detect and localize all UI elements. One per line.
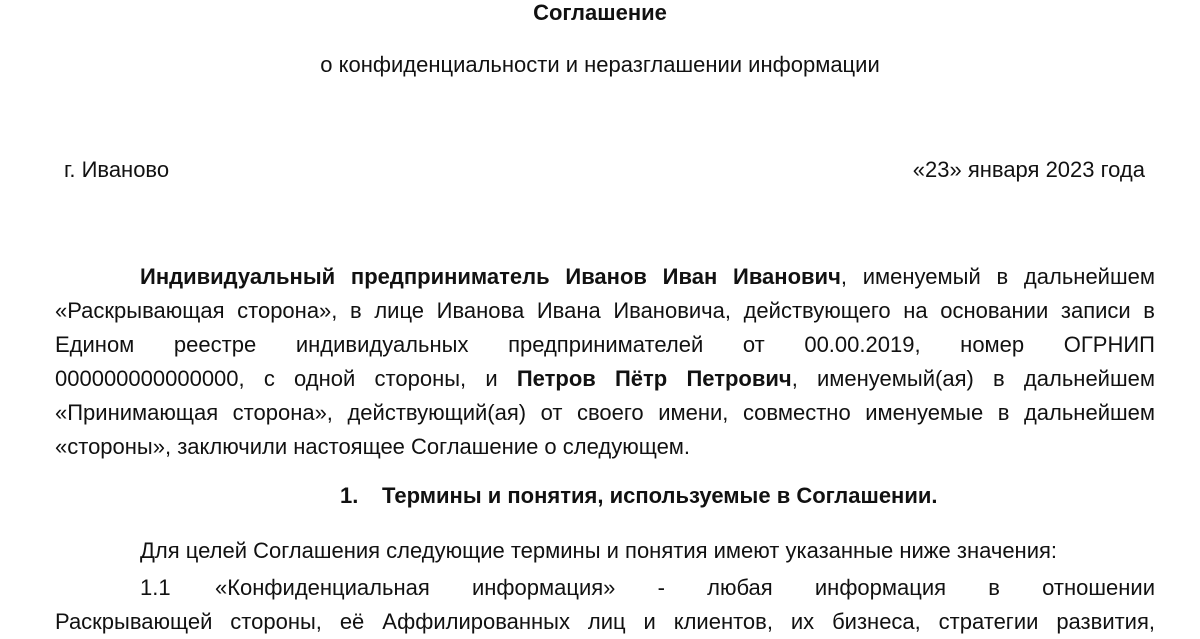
preamble-line-6: «стороны», заключили настоящее Соглашение о следующем. [55, 434, 691, 459]
section-heading [340, 483, 938, 509]
definition-line-2: Раскрывающей стороны, её Аффилированных лиц и клиентов, их бизнеса, стратегии развития, [55, 609, 1155, 634]
definition-text-1: «Конфиденциальная информация» - любая информация в отношении [215, 575, 1155, 600]
section-title: Термины и понятия, используемые в Соглашении. [382, 483, 938, 508]
preamble-line-3: Едином реестре индивидуальных предпринимателей от 00.00.2019, номер ОГРНИП [55, 332, 1155, 357]
definition-number: 1.1 [140, 575, 171, 600]
preamble-line-4-start: 000000000000000, с одной стороны, и [55, 366, 517, 391]
preamble-line-4 [55, 362, 1155, 396]
preamble-line-5: «Принимающая сторона», действующий(ая) от своего имени, совместно именуемые в дальнейшем [55, 400, 1155, 425]
section-number: 1. [340, 483, 359, 508]
party-two-name: Петров Пётр Петрович [516, 366, 792, 391]
document-title: Соглашение [533, 0, 667, 25]
definition-item [55, 571, 1155, 639]
document-subtitle: о конфиденциальности и неразглашении информации [320, 52, 880, 77]
city-label: г. Иваново [64, 157, 170, 182]
party-one-name: Индивидуальный предприниматель Иванов Иван Иванович [140, 264, 841, 289]
definition-line-1 [55, 571, 1155, 605]
preamble-paragraph [55, 260, 1155, 464]
preamble-line-4-rest: , именуемый(ая) в дальнейшем [791, 366, 1155, 391]
preamble-line-2: «Раскрывающая сторона», в лице Иванова Ивана Ивановича, действующего на основании записи в [55, 298, 1155, 323]
preamble-line-1-rest: , именуемый в дальнейшем [840, 264, 1155, 289]
date-label: «23» января 2023 года [912, 157, 1145, 182]
preamble-line-1 [55, 260, 1155, 294]
section-intro: Для целей Соглашения следующие термины и понятия имеют указанные ниже значения: [140, 538, 1058, 563]
